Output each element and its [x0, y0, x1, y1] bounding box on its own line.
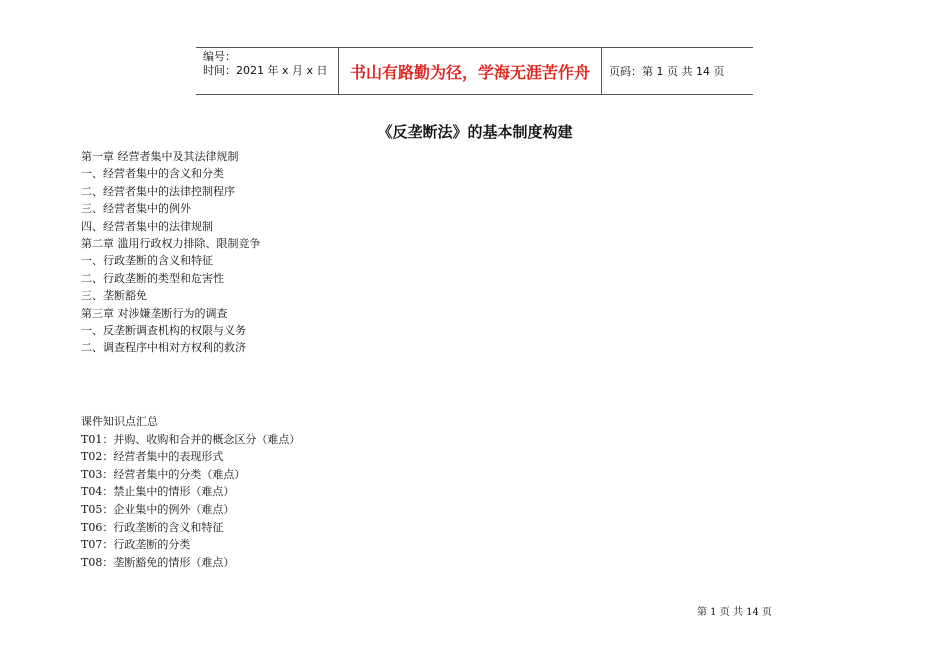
- toc-item: 三、垄断豁免: [81, 289, 147, 303]
- toc-item: 第三章 对涉嫌垄断行为的调查: [81, 306, 228, 320]
- toc-item: 一、行政垄断的含义和特征: [81, 254, 213, 268]
- knowledge-item: T04：禁止集中的情形（难点）: [81, 485, 235, 499]
- page-footer: 第 1 页 共 14 页: [697, 607, 772, 618]
- knowledge-item: T05：企业集中的例外（难点）: [81, 502, 235, 516]
- knowledge-heading: 课件知识点汇总: [81, 415, 158, 428]
- knowledge-points-list: [81, 413, 300, 571]
- knowledge-item: T07：行政垄断的分类: [81, 538, 191, 552]
- code-label: 编号：: [203, 50, 236, 63]
- knowledge-item: T08：垄断豁免的情形（难点）: [81, 555, 235, 569]
- toc-item: 二、经营者集中的法律控制程序: [81, 184, 235, 198]
- toc-item: 二、调查程序中相对方权利的救济: [81, 341, 246, 355]
- header-table: [196, 47, 753, 95]
- toc-item: 三、经营者集中的例外: [81, 202, 191, 216]
- toc-item: 四、经营者集中的法律规制: [81, 219, 213, 233]
- page-number-label: 页码：第 1 页 共 14 页: [609, 65, 725, 78]
- knowledge-item: T03：经营者集中的分类（难点）: [81, 467, 246, 481]
- toc-item: 第一章 经营者集中及其法律规制: [81, 150, 239, 163]
- toc-item: 一、反垄断调查机构的权限与义务: [81, 324, 246, 338]
- knowledge-item: T02：经营者集中的表现形式: [81, 450, 224, 464]
- toc-item: 二、行政垄断的类型和危害性: [81, 271, 224, 285]
- table-of-contents: [81, 148, 261, 357]
- time-label: 时间：2021 年 x 月 x 日: [203, 64, 328, 77]
- toc-item: 一、经营者集中的含义和分类: [81, 167, 224, 181]
- document-title: 《反垄断法》的基本制度构建: [377, 123, 573, 141]
- knowledge-item: T06：行政垄断的含义和特征: [81, 520, 224, 534]
- toc-item: 第二章 滥用行政权力排除、限制竞争: [81, 237, 261, 251]
- knowledge-item: T01：并购、收购和合并的概念区分（难点）: [81, 432, 301, 446]
- motto-cell: [339, 48, 602, 94]
- motto-text: 书山有路勤为径，学海无涯苦作舟: [349, 62, 590, 82]
- page-number-cell: [602, 48, 753, 94]
- header-meta-cell: [196, 48, 339, 94]
